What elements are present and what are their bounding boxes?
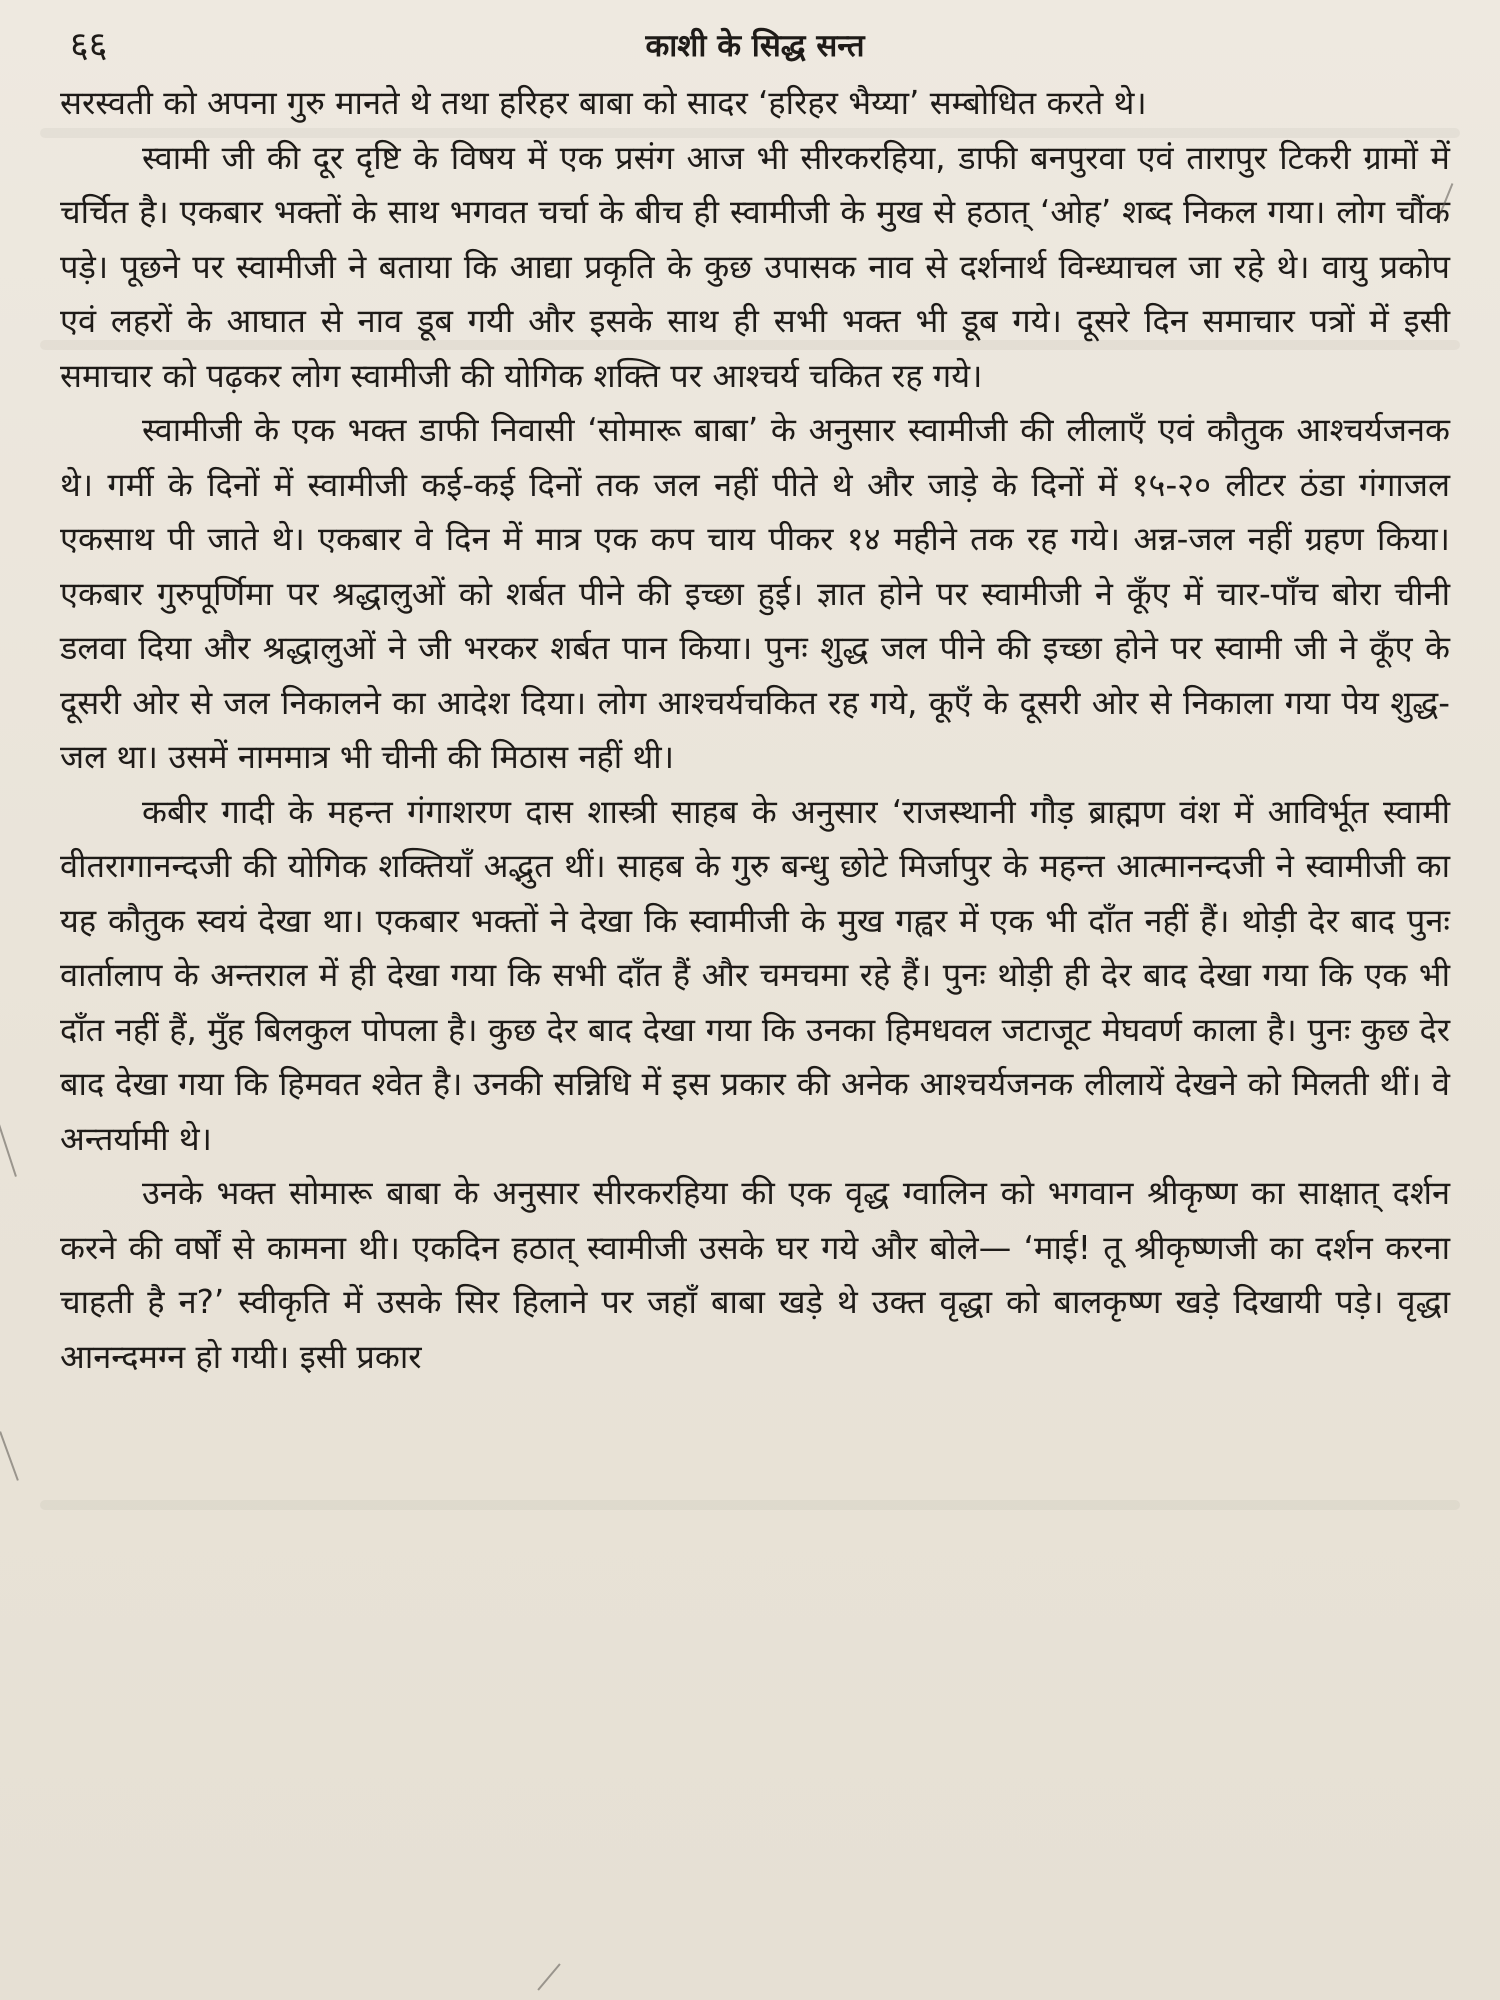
margin-pen-mark xyxy=(0,1121,17,1177)
bleed-through-shadow xyxy=(40,128,1460,138)
paragraph: स्वामी जी की दूर दृष्टि के विषय में एक प्रसंग आज भी सीरकरहिया, डाफी बनपुरवा एवं तारापुर टिकरी ग्रामों में चर्चित है। एकबार भक्तों के साथ भगवत चर्चा के बीच ही स्वामीजी के मुख से हठात् ‘ओह’ शब्द निकल गया। लोग चौंक पड़े। पूछने पर स्वामीजी ने बताया कि आद्या प्रकृति के कुछ उपासक नाव से दर्शनार्थ विन्ध्याचल जा रहे थे। वायु प्रकोप एवं लहरों के आघात से नाव डूब गयी और इसके साथ ही सभी भक्त भी डूब गये। दूसरे दिन समाचार पत्रों में इसी समाचार को पढ़कर लोग स्वामीजी की योगिक शक्ति पर आश्चर्य चकित रह गये। xyxy=(60,138,1450,395)
paragraph: कबीर गादी के महन्त गंगाशरण दास शास्त्री साहब के अनुसार ‘राजस्थानी गौड़ ब्राह्मण वंश में आविर्भूत स्वामी वीतरागानन्दजी की योगिक शक्तियाँ अद्भुत थीं। साहब के गुरु बन्धु छोटे मिर्जापुर के महन्त आत्मानन्दजी ने स्वामीजी का यह कौतुक स्वयं देखा था। एकबार भक्तों ने देखा कि स्वामीजी के मुख गह्वर में एक भी दाँत नहीं हैं। थोड़ी देर बाद पुनः वार्तालाप के अन्तराल में ही देखा गया कि सभी दाँत हैं और चमचमा रहे हैं। पुनः थोड़ी ही देर बाद देखा गया कि एक भी दाँत नहीं हैं, मुँह बिलकुल पोपला है। कुछ देर बाद देखा गया कि उनका हिमधवल जटाजूट मेघवर्ण काला है। पुनः कुछ देर बाद देखा गया कि हिमवत श्वेत है। उनकी सन्निधि में इस प्रकार की अनेक आश्चर्यजनक लीलायें देखने को मिलती थीं। वे अन्तर्यामी थे। xyxy=(60,792,1450,1158)
margin-pen-mark xyxy=(0,1431,19,1481)
body-text xyxy=(60,76,1450,1384)
paragraph: स्वामीजी के एक भक्त डाफी निवासी ‘सोमारू बाबा’ के अनुसार स्वामीजी की लीलाएँ एवं कौतुक आश्चर्यजनक थे। गर्मी के दिनों में स्वामीजी कई-कई दिनों तक जल नहीं पीते थे और जाड़े के दिनों में १५-२० लीटर ठंडा गंगाजल एकसाथ पी जाते थे। एकबार वे दिन में मात्र एक कप चाय पीकर १४ महीने तक रह गये। अन्न-जल नहीं ग्रहण किया। एकबार गुरुपूर्णिमा पर श्रद्धालुओं को शर्बत पीने की इच्छा हुई। ज्ञात होने पर स्वामीजी ने कूँए में चार-पाँच बोरा चीनी डलवा दिया और श्रद्धालुओं ने जी भरकर शर्बत पान किया। पुनः शुद्ध जल पीने की इच्छा होने पर स्वामी जी ने कूँए के दूसरी ओर से जल निकालने का आदेश दिया। लोग आश्चर्यचकित रह गये, कूएँ के दूसरी ओर से निकाला गया पेय शुद्ध-जल था। उसमें नाममात्र भी चीनी की मिठास नहीं थी। xyxy=(60,411,1450,776)
page-number: ६६ xyxy=(70,25,108,66)
paragraph: उनके भक्त सोमारू बाबा के अनुसार सीरकरहिया की एक वृद्ध ग्वालिन को भगवान श्रीकृष्ण का साक्षात् दर्शन करने की वर्षों से कामना थी। एकदिन हठात् स्वामीजी उसके घर गये और बोले— ‘माई! तू श्रीकृष्णजी का दर्शन करना चाहती है न?’ स्वीकृति में उसके सिर हिलाने पर जहाँ बाबा खड़े थे उक्त वृद्धा को बालकृष्ण खड़े दिखायी पड़े। वृद्धा आनन्दमग्न हो गयी। इसी प्रकार xyxy=(60,1174,1450,1376)
margin-pen-mark xyxy=(537,1963,560,1990)
paragraph: सरस्वती को अपना गुरु मानते थे तथा हरिहर बाबा को सादर ‘हरिहर भैय्या’ सम्बोधित करते थे। xyxy=(60,84,1147,122)
bleed-through-shadow xyxy=(40,340,1460,350)
running-title: काशी के सिद्ध सन्त xyxy=(645,28,865,64)
bleed-through-shadow xyxy=(40,1500,1460,1510)
page-header xyxy=(60,22,1450,70)
